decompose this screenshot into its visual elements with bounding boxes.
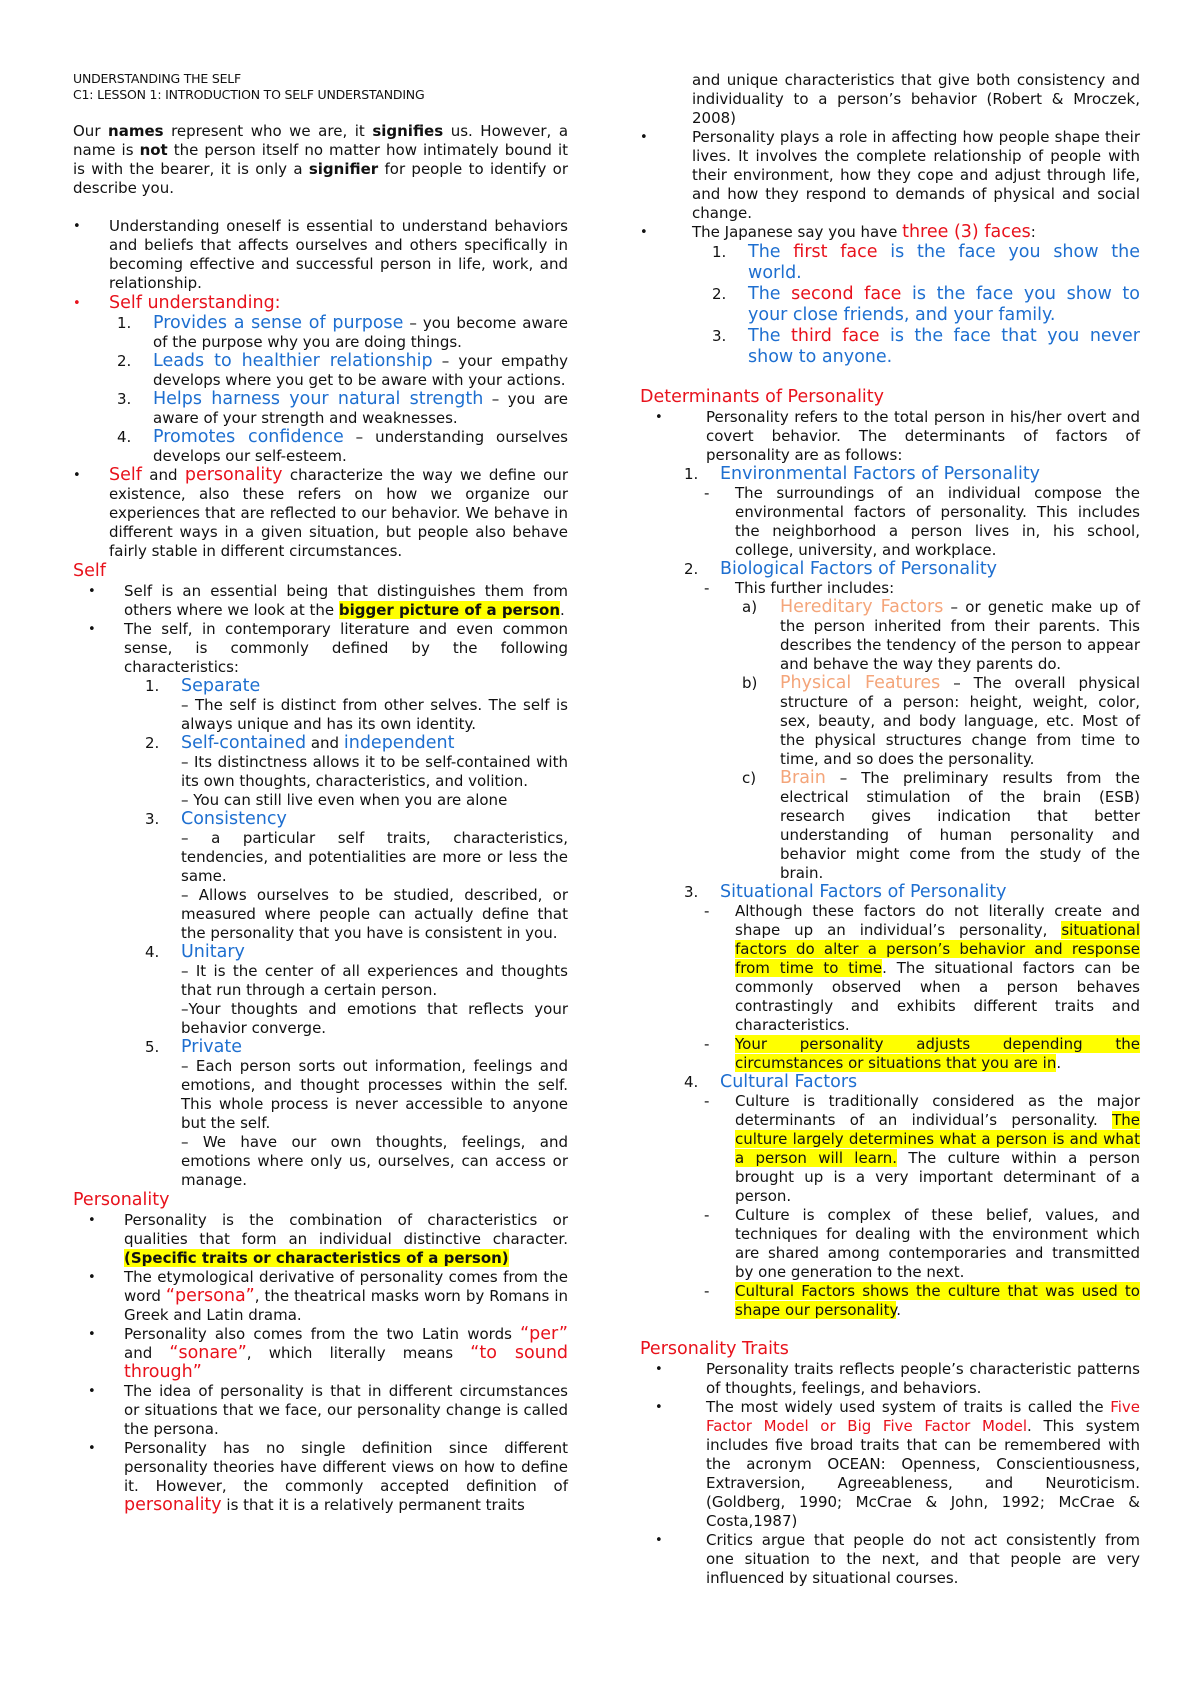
face-item: 1. The first face is the face you show the world.: [712, 242, 1140, 283]
list-item: 1. Provides a sense of purpose – you become aware of the purpose why you are doing things.: [117, 313, 568, 351]
factor-desc: - Your personality adjusts depending the circumstances or situations that you are in.: [640, 1035, 1140, 1073]
intro-paragraph: Our names represent who we are, it signifies us. However, a name is not the person itself no matter how intimately bound it is with the bearer, it is only a signifier for people to identify or describe you.: [73, 122, 569, 197]
characteristic-desc: – Each person sorts out information, feelings and emotions, and thought processes within the self. This whole process is never accessible to anyone but the self.: [181, 1057, 568, 1132]
characteristic-consistency: 3. Consistency: [145, 809, 287, 829]
self-heading: Self: [73, 561, 106, 581]
factor-desc: - The surroundings of an individual compose the environmental factors of personality. This includes the neighborhood a person lives in, his school, college, university, and workplace.: [640, 484, 1140, 560]
traits-bullet-2: • The most widely used system of traits is called the Five Factor Model or Big Five Factor Model. This system includes five broad traits that can be remembered with the acronym OCEAN: Openness, Conscientiousness, Extraversion, Agreeableness, and Neuroticism. (Goldberg, 1990; McCrae & John, 1992; McCrae & Costa,1987): [640, 1398, 1140, 1531]
factor-situational: 3. Situational Factors of Personality: [684, 882, 1007, 902]
characteristic-desc: – You can still live even when you are alone: [181, 791, 508, 809]
face-item: 2. The second face is the face you show to your close friends, and your family.: [712, 284, 1140, 325]
traits-heading: Personality Traits: [640, 1339, 789, 1359]
determinants-heading: Determinants of Personality: [640, 387, 885, 407]
characteristic-self-contained: 2. Self-contained and independent: [145, 733, 455, 753]
characteristic-desc: – It is the center of all experiences and thoughts that run through a certain person.: [181, 962, 568, 999]
factor-desc: - This further includes:: [640, 579, 1140, 598]
bio-item: c) Brain – The preliminary results from the electrical stimulation of the brain (ESB) research gives indication that better understanding of human personality and behavior might come from the study of the brain.: [742, 768, 1140, 882]
bio-item: b) Physical Features – The overall physical structure of a person: height, weight, color, sex, beauty, and body language, etc. Most of the physical structures change from time to time, and so does the personality.: [742, 673, 1140, 768]
characteristic-desc: – Its distinctness allows it to be self-contained with its own thoughts, characteristics, and volition.: [181, 753, 568, 790]
factor-desc: - Although these factors do not literally create and shape up an individual’s personality, situational factors do alter a person’s behavior and response from time to time. The situational factors can be commonly observed when a person behaves contrastingly and exhibits different traits and characteristics.: [640, 902, 1140, 1035]
factor-cultural: 4. Cultural Factors: [684, 1072, 858, 1092]
right-bullet-2: • The Japanese say you have three (3) faces:: [640, 223, 1140, 242]
factor-desc: - Cultural Factors shows the culture that was used to shape our personality.: [640, 1282, 1140, 1320]
personality-bullet-1: • Personality is the combination of characteristics or qualities that form an individual distinctive character. (Specific traits or characteristics of a person): [73, 1211, 568, 1268]
right-bullet-1: • Personality plays a role in affecting how people shape their lives. It involves the complete relationship of people with their environment, how they cope and adjust through life, and how they respond to demands of physical and social change.: [640, 128, 1140, 223]
personality-bullet-2: • The etymological derivative of personality comes from the word “persona”, the theatrical masks worn by Romans in Greek and Latin drama.: [73, 1268, 568, 1325]
list-item: 3. Helps harness your natural strength – you are aware of your strength and weaknesses.: [117, 389, 568, 427]
traits-bullet-3: • Critics argue that people do not act consistently from one situation to the next, and that people are very influenced by situational courses.: [640, 1531, 1140, 1588]
personality-bullet-3: • Personality also comes from the two Latin words “per” and “sonare”, which literally means “to sound through”: [73, 1325, 568, 1382]
bullet-self-personality: • Self and personality characterize the way we define our existence, also these refers on how we organize our experiences that are reflected to our behavior. We behave in different ways in a given situation, but people also behave fairly stable in different circumstances.: [73, 466, 568, 561]
continued-text: and unique characteristics that give both consistency and individuality to a person’s behavior (Robert & Mroczek, 2008): [692, 71, 1140, 127]
bullet-self-understanding: • Self understanding:: [73, 293, 568, 314]
self-bullet-1: • Self is an essential being that distinguishes them from others where we look at the bigger picture of a person.: [73, 582, 568, 620]
list-item: 4. Promotes confidence – understanding ourselves develops our self-esteem.: [117, 427, 568, 465]
bullet-understanding: • Understanding oneself is essential to understand behaviors and beliefs that affects ourselves and others specifically in becoming effective and successful person in life, work, and relationship.: [73, 217, 568, 293]
list-item: 2. Leads to healthier relationship – your empathy develops where you get to be aware with your actions.: [117, 351, 568, 389]
personality-bullet-5: • Personality has no single definition since different personality theories have different views on how to define it. However, the commonly accepted definition of personality is that it is a relatively permanent traits: [73, 1439, 568, 1515]
factor-desc: - Culture is traditionally considered as the major determinants of an individual’s personality. The culture largely determines what a person is and what a person will learn. The culture within a person brought up is a very important determinant of a person.: [640, 1092, 1140, 1206]
characteristic-desc: – Allows ourselves to be studied, described, or measured where people can actually define that the personality that you have is consistent in you.: [181, 886, 568, 942]
right-column: [640, 71, 1140, 1588]
characteristic-desc: – We have our own thoughts, feelings, and emotions where only us, ourselves, can access or manage.: [181, 1133, 568, 1189]
bio-item: a) Hereditary Factors – or genetic make up of the person inherited from their parents. This describes the tendency of the person to appear and behave the way they parents do.: [742, 597, 1141, 673]
characteristic-unitary: 4. Unitary: [145, 942, 245, 962]
factor-desc: - Culture is complex of these belief, values, and techniques for dealing with the environment which are shared among contemporaries and transmitted by one generation to the next.: [640, 1206, 1140, 1282]
personality-heading: Personality: [73, 1190, 170, 1210]
factor-biological: 2. Biological Factors of Personality: [684, 559, 998, 579]
determinants-bullet: • Personality refers to the total person in his/her overt and covert behavior. The determinants of factors of personality are as follows:: [640, 408, 1140, 465]
traits-bullet-1: • Personality traits reflects people’s characteristic patterns of thoughts, feelings, and behaviors.: [640, 1360, 1140, 1398]
characteristic-desc: – The self is distinct from other selves. The self is always unique and has its own identity.: [181, 696, 568, 733]
characteristic-private: 5. Private: [145, 1037, 243, 1057]
self-bullet-2: • The self, in contemporary literature and even common sense, is commonly defined by the following characteristics:: [73, 620, 568, 677]
doc-title: UNDERSTANDING THE SELF: [73, 71, 242, 86]
personality-bullet-4: • The idea of personality is that in different circumstances or situations that we face, our personality change is called the persona.: [73, 1382, 568, 1439]
characteristic-separate: 1. Separate: [145, 676, 261, 696]
characteristic-desc: –Your thoughts and emotions that reflects your behavior converge.: [181, 1000, 568, 1037]
face-item: 3. The third face is the face that you never show to anyone.: [712, 326, 1140, 367]
left-column: [73, 71, 568, 1515]
lesson-title: C1: LESSON 1: INTRODUCTION TO SELF UNDERSTANDING: [73, 87, 425, 102]
characteristic-desc: – a particular self traits, characteristics, tendencies, and potentialities are more or less the same.: [181, 829, 568, 885]
factor-environmental: 1. Environmental Factors of Personality: [684, 464, 1041, 484]
